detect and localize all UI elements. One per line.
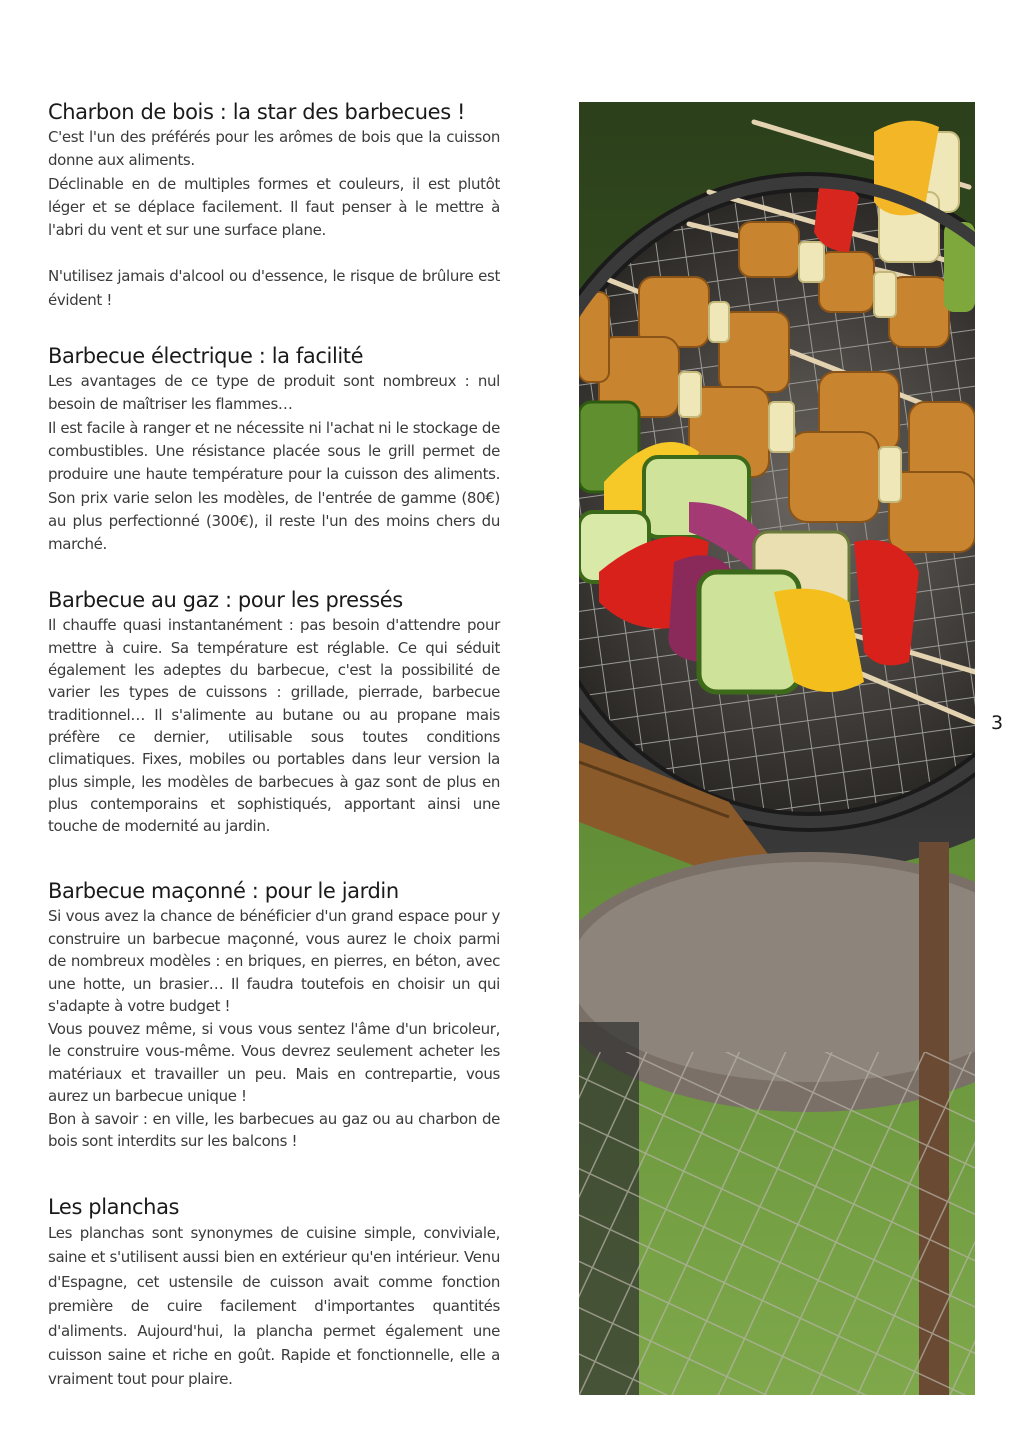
section-paragraph: Il chauffe quasi instantanément : pas besoin d'attendre pour mettre à cuire. Sa température est réglable. Ce qui séduit également les adeptes du barbecue, c'est la possibilité de varier les types de cuissons : grillade, pierrade, barbecue traditionnel… Il s'alimente au butane ou au propane mais préfère ce dernier, utilisable sous toutes conditions climatiques. Fixes, mobiles ou portables dans leur version la plus simple, les modèles de barbecues à gaz sont de plus en plus contemporains et sophistiqués, apportant ainsi une touche de modernité au jardin. bbox=[48, 616, 500, 836]
section-paragraph: N'utilisez jamais d'alcool ou d'essence, le risque de brûlure est évident ! bbox=[48, 267, 500, 309]
section-title: Charbon de bois : la star des barbecues ! bbox=[48, 100, 466, 124]
section-title: Barbecue au gaz : pour les pressés bbox=[48, 588, 403, 613]
section-barbecue-maconne bbox=[48, 877, 500, 1153]
section-title: Barbecue maçonné : pour le jardin bbox=[48, 879, 399, 904]
article-text-column bbox=[48, 98, 500, 1392]
section-paragraph: Vous pouvez même, si vous vous sentez l'âme d'un bricoleur, le construire vous-même. Vous devrez seulement acheter les matériaux et travailler un peu. Mais en contrepartie, vous aurez un barbecue unique ! bbox=[48, 1019, 500, 1106]
section-paragraph: Les planchas sont synonymes de cuisine simple, conviviale, saine et s'utilisent aussi bien en extérieur qu'en intérieur. Venu d'Espagne, cet ustensile de cuisson avait comme fonction première de cuire facilement d'importantes quantités d'aliments. Aujourd'hui, la plancha permet également une cuisson saine et riche en goût. Rapide et fonctionnelle, elle a vraiment tout pour plaire. bbox=[48, 1223, 500, 1389]
section-paragraph: Bon à savoir : en ville, les barbecues au gaz ou au charbon de bois sont interdits sur les balcons ! bbox=[48, 1109, 500, 1151]
barbecue-skewers-photo bbox=[579, 102, 975, 1395]
section-title: Les planchas bbox=[48, 1194, 180, 1219]
section-barbecue-au-gaz bbox=[48, 586, 500, 837]
section-paragraph: Il est facile à ranger et ne nécessite ni l'achat ni le stockage de combustibles. Une résistance placée sous le grill permet de produire une haute température pour la cuisson des aliments. Son prix varie selon les modèles, de l'entrée de gamme (80€) au plus perfectionné (300€), il reste l'un des moins chers du marché. bbox=[48, 418, 500, 554]
section-title: Barbecue électrique : la facilité bbox=[48, 344, 364, 369]
page-number: 3 bbox=[991, 712, 1004, 734]
section-paragraph: Déclinable en de multiples formes et couleurs, il est plutôt léger et se déplace facilement. Il faut penser à le mettre à l'abri du vent et sur une surface plane. bbox=[48, 174, 500, 240]
section-paragraph: Si vous avez la chance de bénéficier d'un grand espace pour y construire un barbecue maçonné, vous aurez le choix parmi de nombreux modèles : en briques, en pierres, en béton, avec une hotte, un brasier… Il faudra toutefois en choisir un qui s'adapte à votre budget ! bbox=[48, 907, 500, 1016]
section-barbecue-electrique bbox=[48, 342, 500, 556]
section-les-planchas bbox=[48, 1193, 500, 1392]
section-paragraph: Les avantages de ce type de produit sont nombreux : nul besoin de maîtriser les flammes… bbox=[48, 372, 500, 414]
section-paragraph: C'est l'un des préférés pour les arômes de bois que la cuisson donne aux aliments. bbox=[48, 128, 500, 170]
section-charbon-de-bois bbox=[48, 98, 500, 312]
